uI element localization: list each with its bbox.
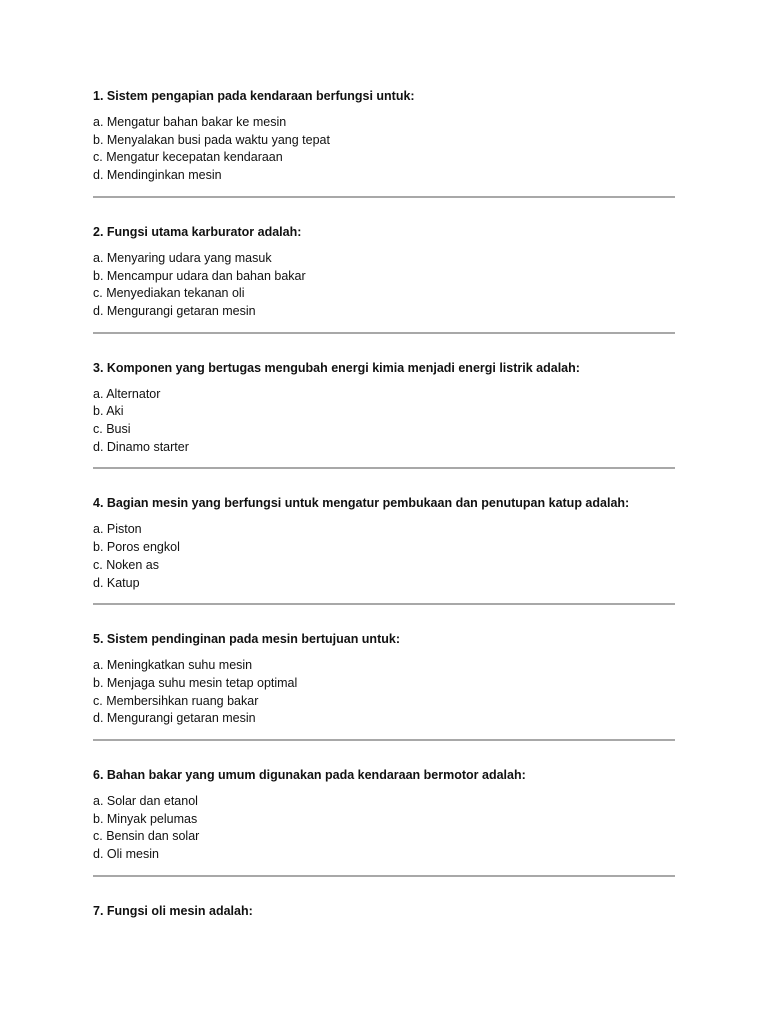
option-b: b. Aki xyxy=(93,404,124,419)
option-d: d. Mendinginkan mesin xyxy=(93,168,222,183)
question-6 xyxy=(93,766,675,877)
option-b: b. Poros engkol xyxy=(93,540,180,555)
option-d: d. Dinamo starter xyxy=(93,439,189,454)
question-5 xyxy=(93,630,675,741)
question-divider xyxy=(93,467,675,469)
option-d: d. Katup xyxy=(93,575,140,590)
option-a: a. Menyaring udara yang masuk xyxy=(93,250,272,265)
question-title: 2. Fungsi utama karburator adalah: xyxy=(93,224,302,239)
option-c: c. Mengatur kecepatan kendaraan xyxy=(93,150,283,165)
document-page xyxy=(93,87,675,929)
option-b: b. Minyak pelumas xyxy=(93,811,198,826)
question-4 xyxy=(93,494,675,605)
question-divider xyxy=(93,739,675,741)
question-divider xyxy=(93,196,675,198)
option-c: c. Busi xyxy=(93,422,131,437)
option-c: c. Membersihkan ruang bakar xyxy=(93,693,259,708)
option-c: c. Menyediakan tekanan oli xyxy=(93,286,245,301)
question-7 xyxy=(93,902,675,920)
option-list xyxy=(93,114,675,185)
option-list xyxy=(93,657,675,728)
question-title: 3. Komponen yang bertugas mengubah energi kimia menjadi energi listrik adalah: xyxy=(93,360,580,375)
question-title: 4. Bagian mesin yang berfungsi untuk mengatur pembukaan dan penutupan katup adalah: xyxy=(93,496,630,511)
question-divider xyxy=(93,332,675,334)
option-a: a. Alternator xyxy=(93,386,161,401)
option-list xyxy=(93,386,675,457)
option-b: b. Mencampur udara dan bahan bakar xyxy=(93,268,306,283)
question-divider xyxy=(93,603,675,605)
option-a: a. Solar dan etanol xyxy=(93,794,198,809)
option-list xyxy=(93,250,675,321)
question-title: 1. Sistem pengapian pada kendaraan berfungsi untuk: xyxy=(93,89,415,103)
question-divider xyxy=(93,875,675,877)
option-d: d. Mengurangi getaran mesin xyxy=(93,711,256,726)
question-2 xyxy=(93,223,675,334)
option-a: a. Meningkatkan suhu mesin xyxy=(93,658,253,673)
question-title: 7. Fungsi oli mesin adalah: xyxy=(93,903,253,918)
option-d: d. Oli mesin xyxy=(93,847,159,862)
option-list xyxy=(93,521,675,592)
option-c: c. Noken as xyxy=(93,557,160,572)
option-list xyxy=(93,793,675,864)
option-b: b. Menyalakan busi pada waktu yang tepat xyxy=(93,132,330,147)
question-3 xyxy=(93,359,675,470)
option-c: c. Bensin dan solar xyxy=(93,829,200,844)
option-a: a. Mengatur bahan bakar ke mesin xyxy=(93,115,287,129)
option-b: b. Menjaga suhu mesin tetap optimal xyxy=(93,675,298,690)
question-title: 6. Bahan bakar yang umum digunakan pada kendaraan bermotor adalah: xyxy=(93,768,526,783)
question-title: 5. Sistem pendinginan pada mesin bertujuan untuk: xyxy=(93,632,400,647)
option-d: d. Mengurangi getaran mesin xyxy=(93,303,256,318)
option-a: a. Piston xyxy=(93,522,142,537)
question-1 xyxy=(93,87,675,198)
